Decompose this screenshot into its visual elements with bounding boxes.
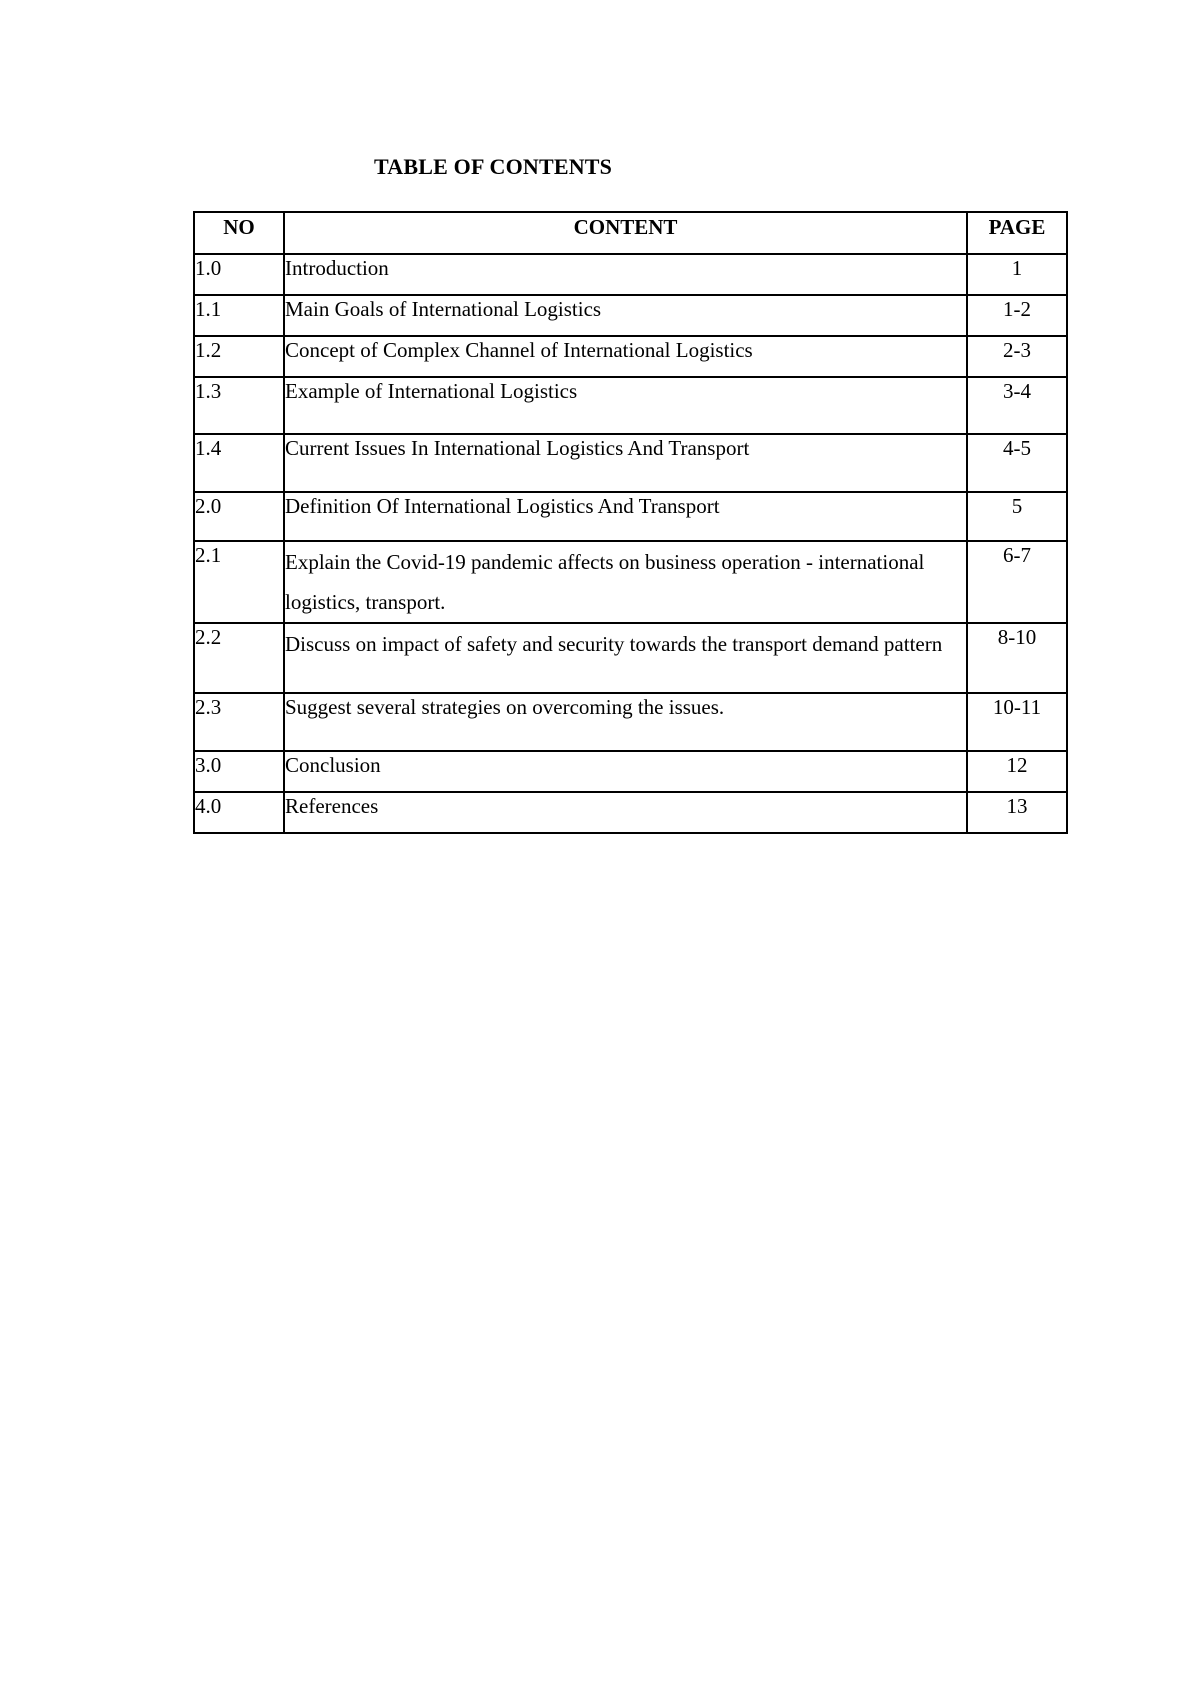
row-content: Introduction <box>284 254 967 295</box>
row-number: 3.0 <box>194 751 284 792</box>
row-number: 4.0 <box>194 792 284 833</box>
row-content: References <box>284 792 967 833</box>
row-number: 1.1 <box>194 295 284 336</box>
row-number: 1.2 <box>194 336 284 377</box>
row-page: 6-7 <box>967 541 1067 623</box>
table-row <box>194 336 1067 377</box>
table-row <box>194 492 1067 541</box>
table-header-row <box>194 212 1067 254</box>
row-page: 3-4 <box>967 377 1067 434</box>
row-content: Concept of Complex Channel of International Logistics <box>284 336 967 377</box>
row-number: 2.1 <box>194 541 284 623</box>
table-row <box>194 254 1067 295</box>
row-number: 1.4 <box>194 434 284 492</box>
column-header-content: CONTENT <box>284 212 967 254</box>
row-content: Discuss on impact of safety and security towards the transport demand pattern <box>284 623 967 693</box>
row-content: Example of International Logistics <box>284 377 967 434</box>
row-number: 1.3 <box>194 377 284 434</box>
table-row <box>194 792 1067 833</box>
row-page: 13 <box>967 792 1067 833</box>
column-header-page: PAGE <box>967 212 1067 254</box>
table-row <box>194 434 1067 492</box>
row-number: 2.0 <box>194 492 284 541</box>
table-row <box>194 751 1067 792</box>
row-number: 2.3 <box>194 693 284 751</box>
row-number: 1.0 <box>194 254 284 295</box>
row-content: Explain the Covid-19 pandemic affects on business operation - international logistics, transport. <box>284 541 967 623</box>
row-page: 10-11 <box>967 693 1067 751</box>
row-content: Conclusion <box>284 751 967 792</box>
row-page: 1 <box>967 254 1067 295</box>
table-row <box>194 541 1067 623</box>
row-page: 1-2 <box>967 295 1067 336</box>
table-row <box>194 295 1067 336</box>
row-page: 2-3 <box>967 336 1067 377</box>
row-page: 4-5 <box>967 434 1067 492</box>
row-page: 8-10 <box>967 623 1067 693</box>
table-row <box>194 377 1067 434</box>
row-content: Main Goals of International Logistics <box>284 295 967 336</box>
toc-table <box>193 211 1068 834</box>
table-row <box>194 623 1067 693</box>
row-page: 5 <box>967 492 1067 541</box>
table-row <box>194 693 1067 751</box>
row-page: 12 <box>967 751 1067 792</box>
column-header-no: NO <box>194 212 284 254</box>
row-number: 2.2 <box>194 623 284 693</box>
row-content: Current Issues In International Logistics And Transport <box>284 434 967 492</box>
page-title: TABLE OF CONTENTS <box>374 154 613 179</box>
row-content: Suggest several strategies on overcoming the issues. <box>284 693 967 751</box>
row-content: Definition Of International Logistics And Transport <box>284 492 967 541</box>
